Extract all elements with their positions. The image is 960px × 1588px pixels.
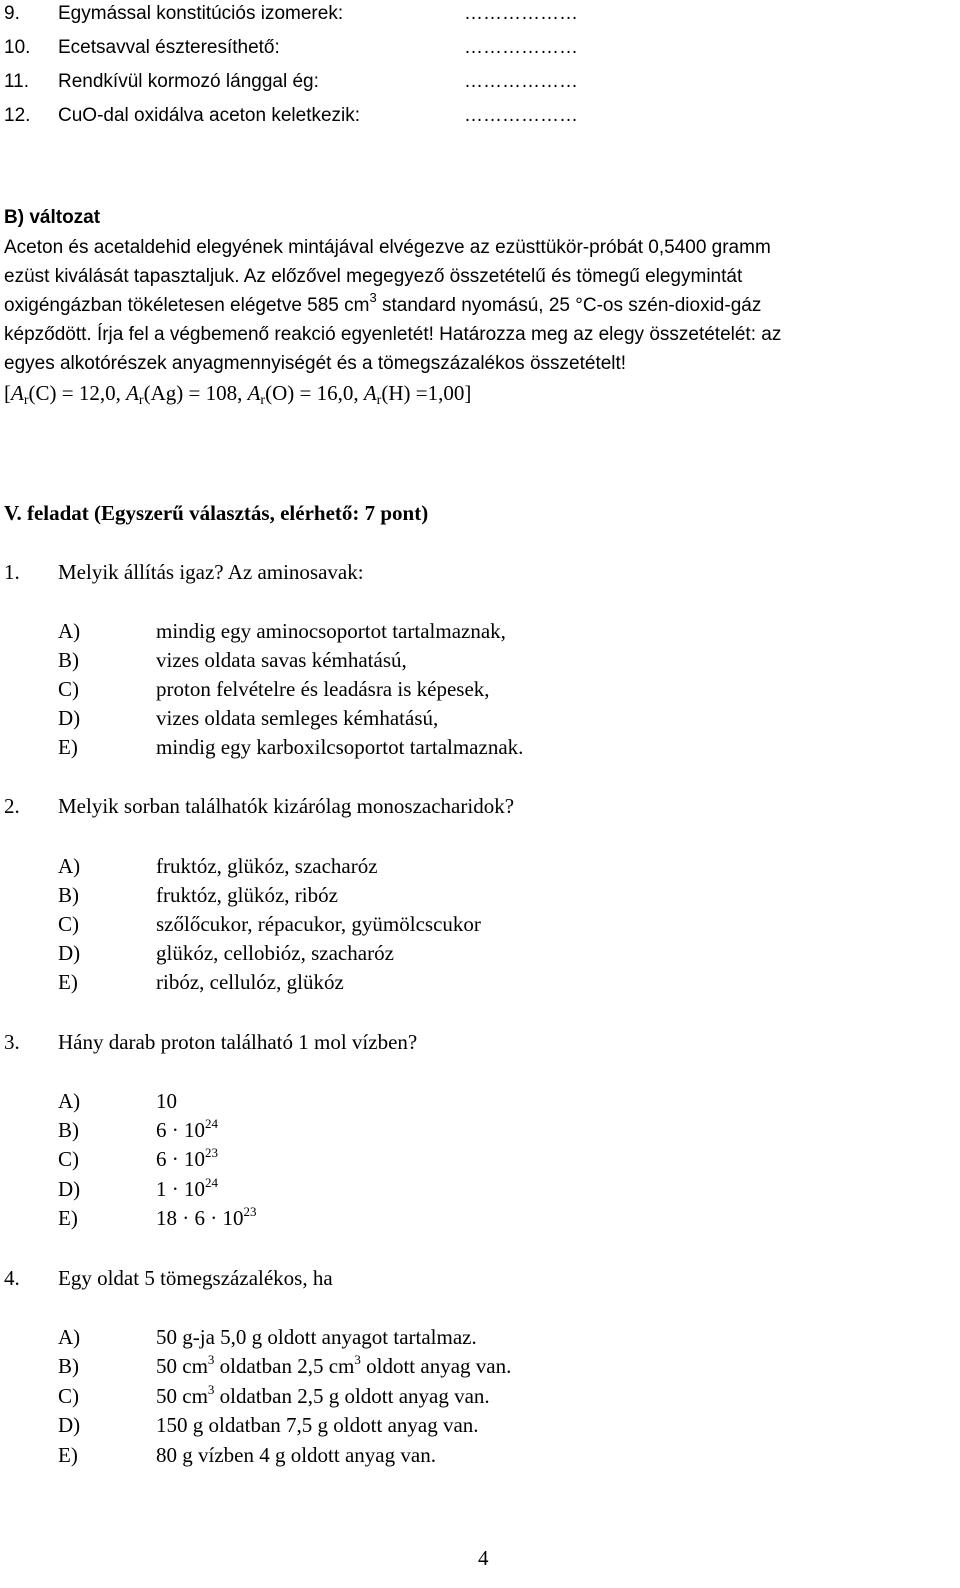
option-text: [156, 1091, 177, 1112]
subscript-r: r: [138, 393, 144, 408]
atomic-masses: [4, 381, 472, 408]
question-2-option-c: [58, 912, 481, 936]
exponent: 24: [205, 1175, 218, 1190]
option-label: D): [58, 1177, 81, 1201]
option-label: B): [58, 1118, 79, 1142]
option-label: D): [58, 1413, 81, 1437]
question-number: 2.: [4, 794, 20, 818]
option-label: B): [58, 648, 79, 672]
option-text: mindig egy aminocsoportot tartalmaznak,: [156, 619, 506, 643]
option-label: A): [58, 619, 81, 643]
question-text: Melyik sorban találhatók kizárólag monoszacharidok?: [58, 794, 515, 818]
question-1-option-a: [58, 619, 506, 643]
question-4-option-e: [58, 1443, 436, 1467]
option-text: 80 g vízben 4 g oldott anyag van.: [156, 1443, 436, 1467]
question-1-option-d: [58, 706, 439, 730]
question-2-option-b: [58, 883, 338, 907]
mass-ag: (Ag) = 108,: [143, 381, 248, 405]
question-4-stem: [4, 1266, 333, 1290]
option-text: [156, 1145, 218, 1171]
mass-h: (H) =1,00]: [381, 381, 472, 405]
option-value: 6 · 10: [156, 1118, 205, 1142]
list-item-11: [4, 71, 578, 92]
item-text: CuO-dal oxidálva aceton keletkezik:: [58, 105, 361, 126]
option-label: E): [58, 970, 78, 994]
option-label: C): [58, 1384, 79, 1408]
item-number: 10.: [4, 37, 31, 58]
superscript: 3: [354, 1352, 361, 1367]
option-label: E): [58, 1206, 78, 1230]
question-2-option-d: [58, 941, 394, 965]
answer-blank: ………………: [464, 71, 578, 92]
superscript: 3: [207, 1382, 215, 1397]
subscript-r: r: [23, 393, 29, 408]
text-part: oldatban 2,5 g oldott anyag van.: [214, 1384, 490, 1408]
question-2-option-a: [58, 854, 378, 878]
option-text: 150 g oldatban 7,5 g oldott anyag van.: [156, 1413, 479, 1437]
list-item-9: [4, 3, 578, 24]
symbol-a: A: [363, 381, 377, 405]
option-text: [156, 1382, 490, 1408]
exponent: 23: [243, 1204, 257, 1219]
option-label: D): [58, 941, 81, 965]
mass-c: (C) = 12,0,: [28, 381, 127, 405]
question-number: 4.: [4, 1266, 20, 1290]
text-part: oldatban 2,5 cm: [214, 1354, 355, 1378]
option-label: C): [58, 1147, 79, 1171]
question-text: Melyik állítás igaz? Az aminosavak:: [58, 560, 364, 584]
superscript: 3: [369, 290, 377, 305]
section-v-heading: V. feladat (Egyszerű választás, elérhető: 7 pont): [4, 501, 429, 525]
item-text: Ecetsavval észteresíthető:: [58, 37, 280, 58]
question-number: 1.: [4, 560, 20, 584]
answer-blank: ………………: [464, 3, 578, 24]
question-text: Hány darab proton található 1 mol vízben?: [58, 1030, 418, 1054]
option-text: szőlőcukor, répacukor, gyümölcscukor: [156, 912, 481, 936]
variant-b-line-4: képződött. Írja fel a végbemenő reakció egyenletét! Határozza meg az elegy összetételét: az: [4, 324, 782, 345]
variant-b-line-2: ezüst kiválását tapasztaljuk. Az előzővel megegyező összetételű és tömegű elegymintát: [4, 266, 743, 287]
variant-b-heading: B) változat: [4, 207, 101, 228]
answer-blank: ………………: [464, 105, 578, 126]
option-text: ribóz, cellulóz, glükóz: [156, 970, 344, 994]
question-text: Egy oldat 5 tömegszázalékos, ha: [58, 1266, 333, 1290]
option-text: mindig egy karboxilcsoportot tartalmaznak.: [156, 735, 524, 759]
question-1-option-e: [58, 735, 524, 759]
item-number: 9.: [4, 3, 20, 24]
question-4-option-c: [58, 1382, 490, 1408]
item-text: Egymással konstitúciós izomerek:: [58, 3, 344, 24]
question-1-option-b: [58, 648, 407, 672]
item-number: 11.: [4, 71, 30, 92]
exponent: 24: [205, 1116, 218, 1131]
option-text: fruktóz, glükóz, ribóz: [156, 883, 338, 907]
option-value: 18 · 6 · 10: [156, 1206, 244, 1230]
option-label: A): [58, 1089, 81, 1113]
symbol-a: A: [11, 381, 24, 405]
list-item-10: [4, 37, 578, 58]
question-4-option-a: [58, 1325, 477, 1349]
line-text: standard nyomású, 25 °C-os szén-dioxid-gáz: [376, 295, 762, 316]
option-label: B): [58, 883, 79, 907]
option-label: A): [58, 854, 81, 878]
option-value: 1 · 10: [156, 1177, 205, 1201]
option-text: vizes oldata savas kémhatású,: [156, 648, 407, 672]
option-text: glükóz, cellobióz, szacharóz: [156, 941, 394, 965]
option-text: [156, 1175, 218, 1201]
question-1-option-c: [58, 677, 490, 701]
list-item-12: [4, 105, 578, 126]
text-part: 50 cm: [156, 1384, 208, 1408]
item-text: Rendkívül kormozó lánggal ég:: [58, 71, 319, 92]
option-label: E): [58, 1443, 78, 1467]
text-part: 50 cm: [156, 1354, 208, 1378]
option-value: 6 · 10: [156, 1147, 205, 1171]
option-text: fruktóz, glükóz, szacharóz: [156, 854, 378, 878]
question-1-stem: [4, 560, 364, 584]
exponent: 23: [205, 1145, 218, 1160]
question-3-option-a: [58, 1089, 177, 1113]
subscript-r: r: [376, 393, 382, 408]
question-3-stem: [4, 1030, 418, 1054]
item-number: 12.: [4, 105, 31, 126]
option-text: proton felvételre és leadásra is képesek,: [156, 677, 490, 701]
text-part: oldott anyag van.: [360, 1354, 512, 1378]
mass-o: (O) = 16,0,: [265, 381, 364, 405]
question-4-option-d: [58, 1413, 479, 1437]
option-value: 10: [156, 1089, 177, 1113]
option-text: vizes oldata semleges kémhatású,: [156, 706, 439, 730]
question-4-option-b: [58, 1352, 512, 1378]
question-2-stem: [4, 794, 515, 818]
answer-blank: ………………: [464, 37, 578, 58]
symbol-a: A: [247, 381, 261, 405]
option-label: B): [58, 1354, 79, 1378]
symbol-a: A: [126, 381, 139, 405]
option-text: 50 g-ja 5,0 g oldott anyagot tartalmaz.: [156, 1325, 477, 1349]
subscript-r: r: [260, 393, 266, 408]
question-number: 3.: [4, 1030, 20, 1054]
option-label: E): [58, 735, 78, 759]
question-2-option-e: [58, 970, 344, 994]
variant-b-line-5: egyes alkotórészek anyagmennyiségét és a tömegszázalékos összetételt!: [4, 353, 627, 374]
option-label: C): [58, 912, 79, 936]
bracket: [: [4, 381, 11, 405]
option-label: C): [58, 677, 79, 701]
superscript: 3: [207, 1352, 215, 1367]
line-text: oxigéngázban tökéletesen elégetve 585 cm: [4, 295, 370, 316]
option-label: A): [58, 1325, 81, 1349]
page-number: 4: [478, 1546, 489, 1570]
option-text: [156, 1352, 512, 1378]
option-text: [156, 1116, 218, 1142]
option-text: [156, 1204, 257, 1230]
variant-b-line-1: Aceton és acetaldehid elegyének mintájával elvégezve az ezüsttükör-próbát 0,5400 gramm: [4, 237, 771, 258]
variant-b-line-3: [4, 290, 762, 316]
option-label: D): [58, 706, 81, 730]
